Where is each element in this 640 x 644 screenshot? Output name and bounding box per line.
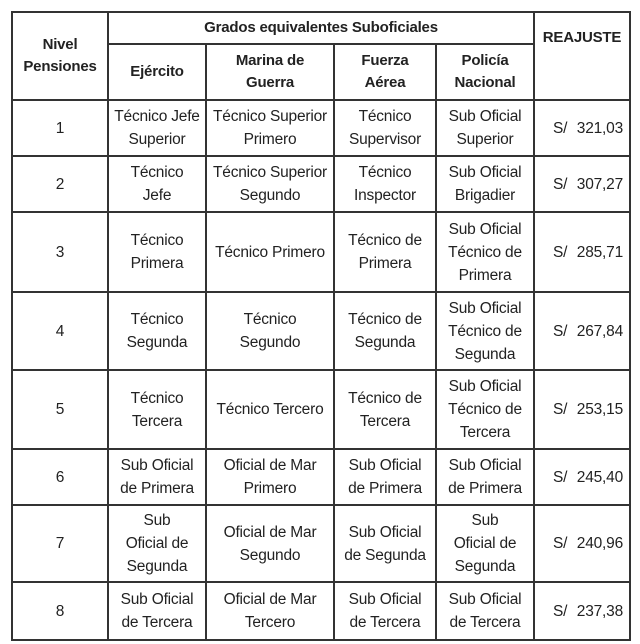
cell-reajuste — [534, 156, 630, 212]
cell-marina: Oficial de Mar Segundo — [206, 505, 334, 582]
amount-value: 267,84 — [576, 322, 623, 340]
cell-marina: Técnico Tercero — [206, 370, 334, 449]
cell-marina: Técnico Segundo — [206, 292, 334, 370]
cell-fuerza: Sub Oficial de Primera — [334, 449, 436, 505]
cell-marina: Técnico Primero — [206, 212, 334, 292]
cell-policia: Sub Oficial Brigadier — [436, 156, 534, 212]
cell-reajuste — [534, 100, 630, 156]
cell-ejercito: Técnico Jefe — [108, 156, 206, 212]
amount-value: 321,03 — [576, 119, 623, 137]
currency-symbol: S/ — [553, 175, 568, 193]
cell-marina: Técnico Superior Primero — [206, 100, 334, 156]
amount-value: 307,27 — [576, 175, 623, 193]
pension-table — [11, 11, 631, 641]
currency-symbol: S/ — [553, 243, 568, 261]
cell-policia: Sub Oficial de Tercera — [436, 582, 534, 640]
cell-ejercito: Técnico Segunda — [108, 292, 206, 370]
amount-value: 253,15 — [576, 401, 623, 418]
cell-marina: Oficial de Mar Primero — [206, 449, 334, 505]
amount-value: 245,40 — [576, 468, 623, 486]
table-body — [12, 100, 630, 640]
cell-policia: Sub Oficial de Segunda — [436, 505, 534, 582]
table-row — [12, 370, 630, 449]
cell-reajuste — [534, 582, 630, 640]
currency-symbol: S/ — [553, 602, 568, 620]
cell-reajuste — [534, 212, 630, 292]
cell-reajuste — [534, 449, 630, 505]
table-row — [12, 212, 630, 292]
cell-reajuste — [534, 505, 630, 582]
cell-fuerza: Técnico de Segunda — [334, 292, 436, 370]
cell-fuerza: Sub Oficial de Segunda — [334, 505, 436, 582]
amount-value: 285,71 — [576, 243, 623, 261]
cell-ejercito: Sub Oficial de Tercera — [108, 582, 206, 640]
header-marina: Marina de Guerra — [206, 44, 334, 100]
table-row — [12, 156, 630, 212]
cell-policia: Sub Oficial Superior — [436, 100, 534, 156]
cell-marina: Técnico Superior Segundo — [206, 156, 334, 212]
currency-symbol: S/ — [553, 535, 568, 552]
header-reajuste: REAJUSTE — [534, 12, 630, 100]
cell-fuerza: Técnico de Primera — [334, 212, 436, 292]
cell-reajuste — [534, 292, 630, 370]
cell-nivel: 5 — [12, 370, 108, 449]
amount-value: 240,96 — [576, 535, 623, 552]
amount-value: 237,38 — [576, 602, 623, 620]
header-ejercito: Ejército — [108, 44, 206, 100]
header-fuerza: Fuerza Aérea — [334, 44, 436, 100]
cell-nivel: 8 — [12, 582, 108, 640]
cell-ejercito: Sub Oficial de Primera — [108, 449, 206, 505]
header-nivel: Nivel Pensiones — [12, 12, 108, 100]
cell-ejercito: Técnico Jefe Superior — [108, 100, 206, 156]
header-policia: Policía Nacional — [436, 44, 534, 100]
currency-symbol: S/ — [553, 119, 568, 137]
cell-nivel: 7 — [12, 505, 108, 582]
cell-ejercito: Técnico Tercera — [108, 370, 206, 449]
currency-symbol: S/ — [553, 322, 568, 340]
cell-reajuste — [534, 370, 630, 449]
cell-nivel: 3 — [12, 212, 108, 292]
table-row — [12, 505, 630, 582]
cell-nivel: 6 — [12, 449, 108, 505]
currency-symbol: S/ — [553, 401, 568, 418]
cell-nivel: 4 — [12, 292, 108, 370]
table-row — [12, 292, 630, 370]
cell-policia: Sub Oficial Técnico de Segunda — [436, 292, 534, 370]
cell-ejercito: Sub Oficial de Segunda — [108, 505, 206, 582]
cell-marina: Oficial de Mar Tercero — [206, 582, 334, 640]
cell-policia: Sub Oficial Técnico de Primera — [436, 212, 534, 292]
cell-fuerza: Sub Oficial de Tercera — [334, 582, 436, 640]
cell-policia: Sub Oficial de Primera — [436, 449, 534, 505]
table-row — [12, 449, 630, 505]
cell-fuerza: Técnico de Tercera — [334, 370, 436, 449]
currency-symbol: S/ — [553, 468, 568, 486]
header-grados: Grados equivalentes Suboficiales — [108, 12, 534, 44]
table-row — [12, 100, 630, 156]
cell-ejercito: Técnico Primera — [108, 212, 206, 292]
cell-policia: Sub Oficial Técnico de Tercera — [436, 370, 534, 449]
cell-fuerza: Técnico Supervisor — [334, 100, 436, 156]
cell-fuerza: Técnico Inspector — [334, 156, 436, 212]
table-row — [12, 582, 630, 640]
cell-nivel: 2 — [12, 156, 108, 212]
cell-nivel: 1 — [12, 100, 108, 156]
